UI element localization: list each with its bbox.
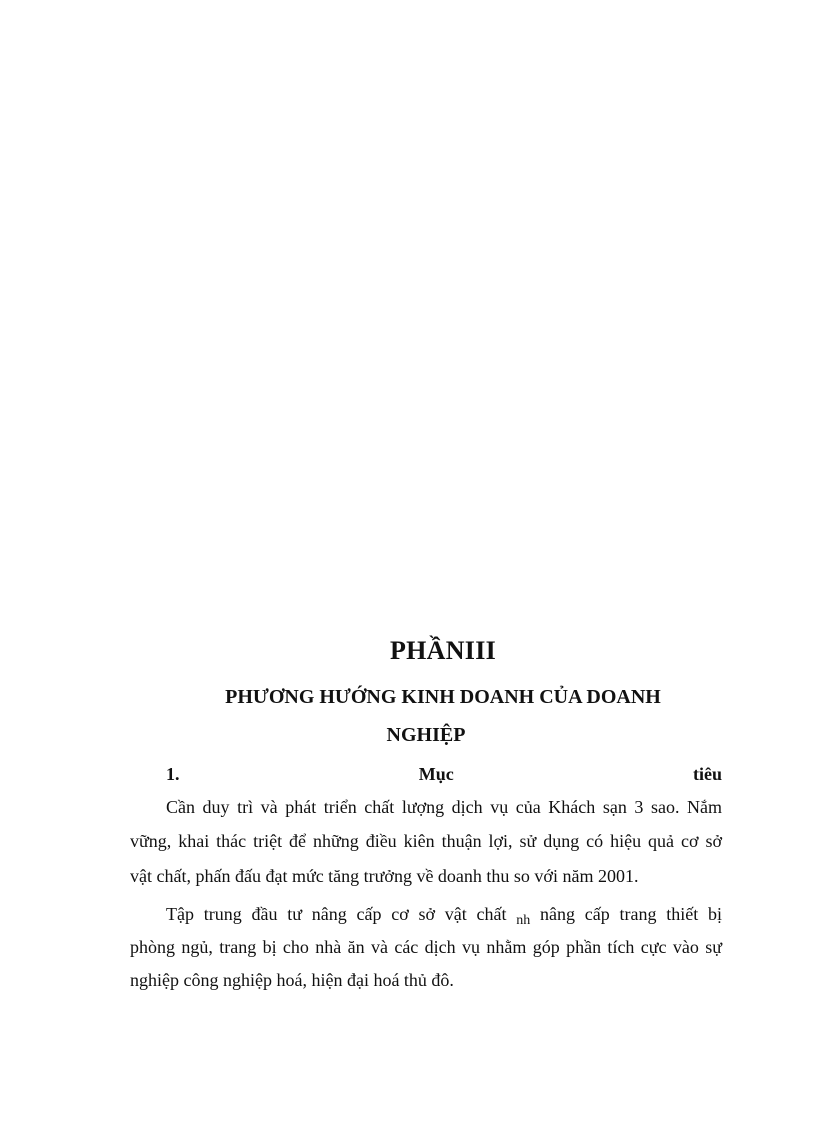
chapter-title-line2: NGHIỆP [386,724,466,746]
paragraph1-line2: vững, khai thác triệt để những điều kiên thuận lợi, sử dụng có hiệu quả cơ sở [130,831,722,851]
section-title-word1: Mục [418,764,454,784]
subscript-fragment: nh [516,913,531,928]
section-title-word2: tiêu [693,764,722,784]
paragraph1-line1: Cần duy trì và phát triển chất lượng dịch vụ của Khách sạn 3 sao. Nắm [166,797,722,817]
section-number: 1. [166,764,180,784]
paragraph2-line1-after: nâng cấp trang thiết bị [540,904,723,924]
paragraph2-line1-before: Tập trung đầu tư nâng cấp cơ sở vật chất [166,904,507,924]
chapter-title-line1: PHƯƠNG HƯỚNG KINH DOANH CỦA DOANH [225,686,661,708]
paragraph2-line1 [130,904,722,929]
paragraph2-line2: phòng ngủ, trang bị cho nhà ăn và các dịch vụ nhằm góp phần tích cực vào sự [130,937,722,957]
paragraph2-line3: nghiệp công nghiệp hoá, hiện đại hoá thủ đô. [130,970,454,990]
paragraph1-line3: vật chất, phấn đấu đạt mức tăng trưởng về doanh thu so với năm 2001. [130,866,639,886]
section-heading [166,764,722,785]
part-title: PHẦNIII [389,636,497,665]
